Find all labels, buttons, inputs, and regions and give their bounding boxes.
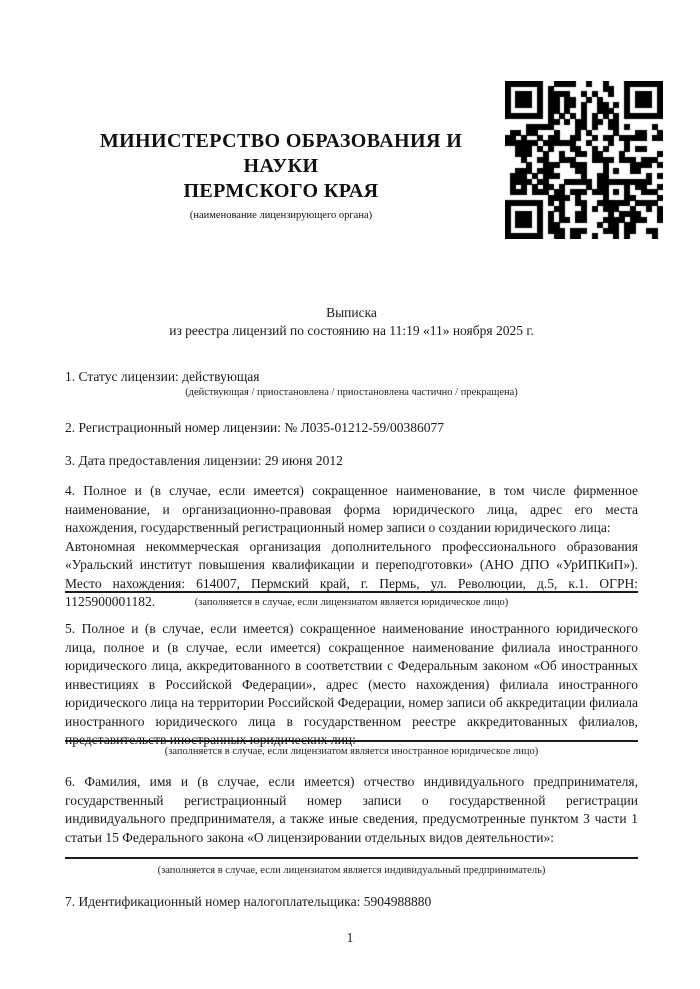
title-line2: из реестра лицензий по состоянию на 11:19 «11» ноября 2025 г. (169, 323, 534, 338)
item-2-registration-number (65, 419, 638, 438)
item-6-individual-entrepreneur (65, 773, 638, 847)
item-4-caption: (заполняется в случае, если лицензиатом является юридическое лицо) (194, 597, 509, 608)
item-5-foreign-entity (65, 620, 638, 750)
item-5-fill-line (65, 740, 638, 742)
qr-code-icon (505, 81, 663, 239)
license-status-text: 1. Статус лицензии: действующая (65, 369, 260, 384)
foreign-entity-question: 5. Полное и (в случае, если имеется) сокращенное наименование иностранного юридического лица, полное и (в случае, если имеется) сокращенное наименование филиала иностранного юридического лица, аккредитованного в соответствии с Федеральным законом «Об иностранных инвестициях в Российской Федерации», адрес (место нахождения) филиала иностранного юридического лица на территории Российской Федерации, номер записи об аккредитации филиала иностранного юридического лица в государственном реестре аккредитованных филиалов, представительств иностранных юридических лиц: (65, 621, 638, 747)
issuing-authority-header (65, 129, 497, 223)
legal-entity-answer: Автономная некоммерческая организация дополнительного профессионального образования «Уральский институт повышения квалификации и переподготовки» (АНО ДПО «УрИПКиП»). Место нахождения: 614007, Пермский край, г. Пермь, ул. Революции, д.5, к.1. ОГРН: 1125900001182. (65, 538, 638, 609)
item-6-caption: (заполняется в случае, если лицензиатом является индивидуальный предприниматель) (157, 865, 546, 876)
item-6-fill-line (65, 857, 638, 859)
legal-entity-question: 4. Полное и (в случае, если имеется) сокращенное наименование, в том числе фирменное наименование, и организационно-правовая форма юридического лица, адрес его места нахождения, государственный регистрационный номер записи о создании юридического лица: (65, 483, 638, 535)
taxpayer-number-text: 7. Идентификационный номер налогоплательщика: 5904988880 (65, 894, 432, 909)
authority-caption: (наименование лицензирующего органа) (189, 210, 373, 221)
item-3-license-date (65, 452, 638, 471)
license-date-text: 3. Дата предоставления лицензии: 29 июня 2012 (65, 453, 343, 468)
item-5-caption: (заполняется в случае, если лицензиатом является иностранное юридическое лицо) (164, 746, 539, 757)
item-4-fill-line (65, 591, 638, 593)
item-7-taxpayer-number (65, 893, 638, 912)
item-1-license-status (65, 368, 638, 387)
ministry-name-line2: ПЕРМСКОГО КРАЯ (183, 180, 379, 202)
page-number: 1 (346, 930, 354, 945)
title-line1: Выписка (326, 305, 377, 320)
ministry-name-line1: МИНИСТЕРСТВО ОБРАЗОВАНИЯ И НАУКИ (99, 130, 463, 177)
entrepreneur-question: 6. Фамилия, имя и (в случае, если имеется) отчество индивидуального предпринимателя, государственный регистрационный номер записи о государственной регистрации индивидуального предпринимателя, а также иные сведения, предусмотренные пунктом 3 части 1 статьи 15 Федерального закона «О лицензировании отдельных видов деятельности»: (65, 774, 638, 845)
registration-number-text: 2. Регистрационный номер лицензии: № Л035-01212-59/00386077 (65, 420, 445, 435)
item-1-caption: (действующая / приостановлена / приостановлена частично / прекращена) (185, 387, 518, 398)
document-title (65, 304, 638, 340)
